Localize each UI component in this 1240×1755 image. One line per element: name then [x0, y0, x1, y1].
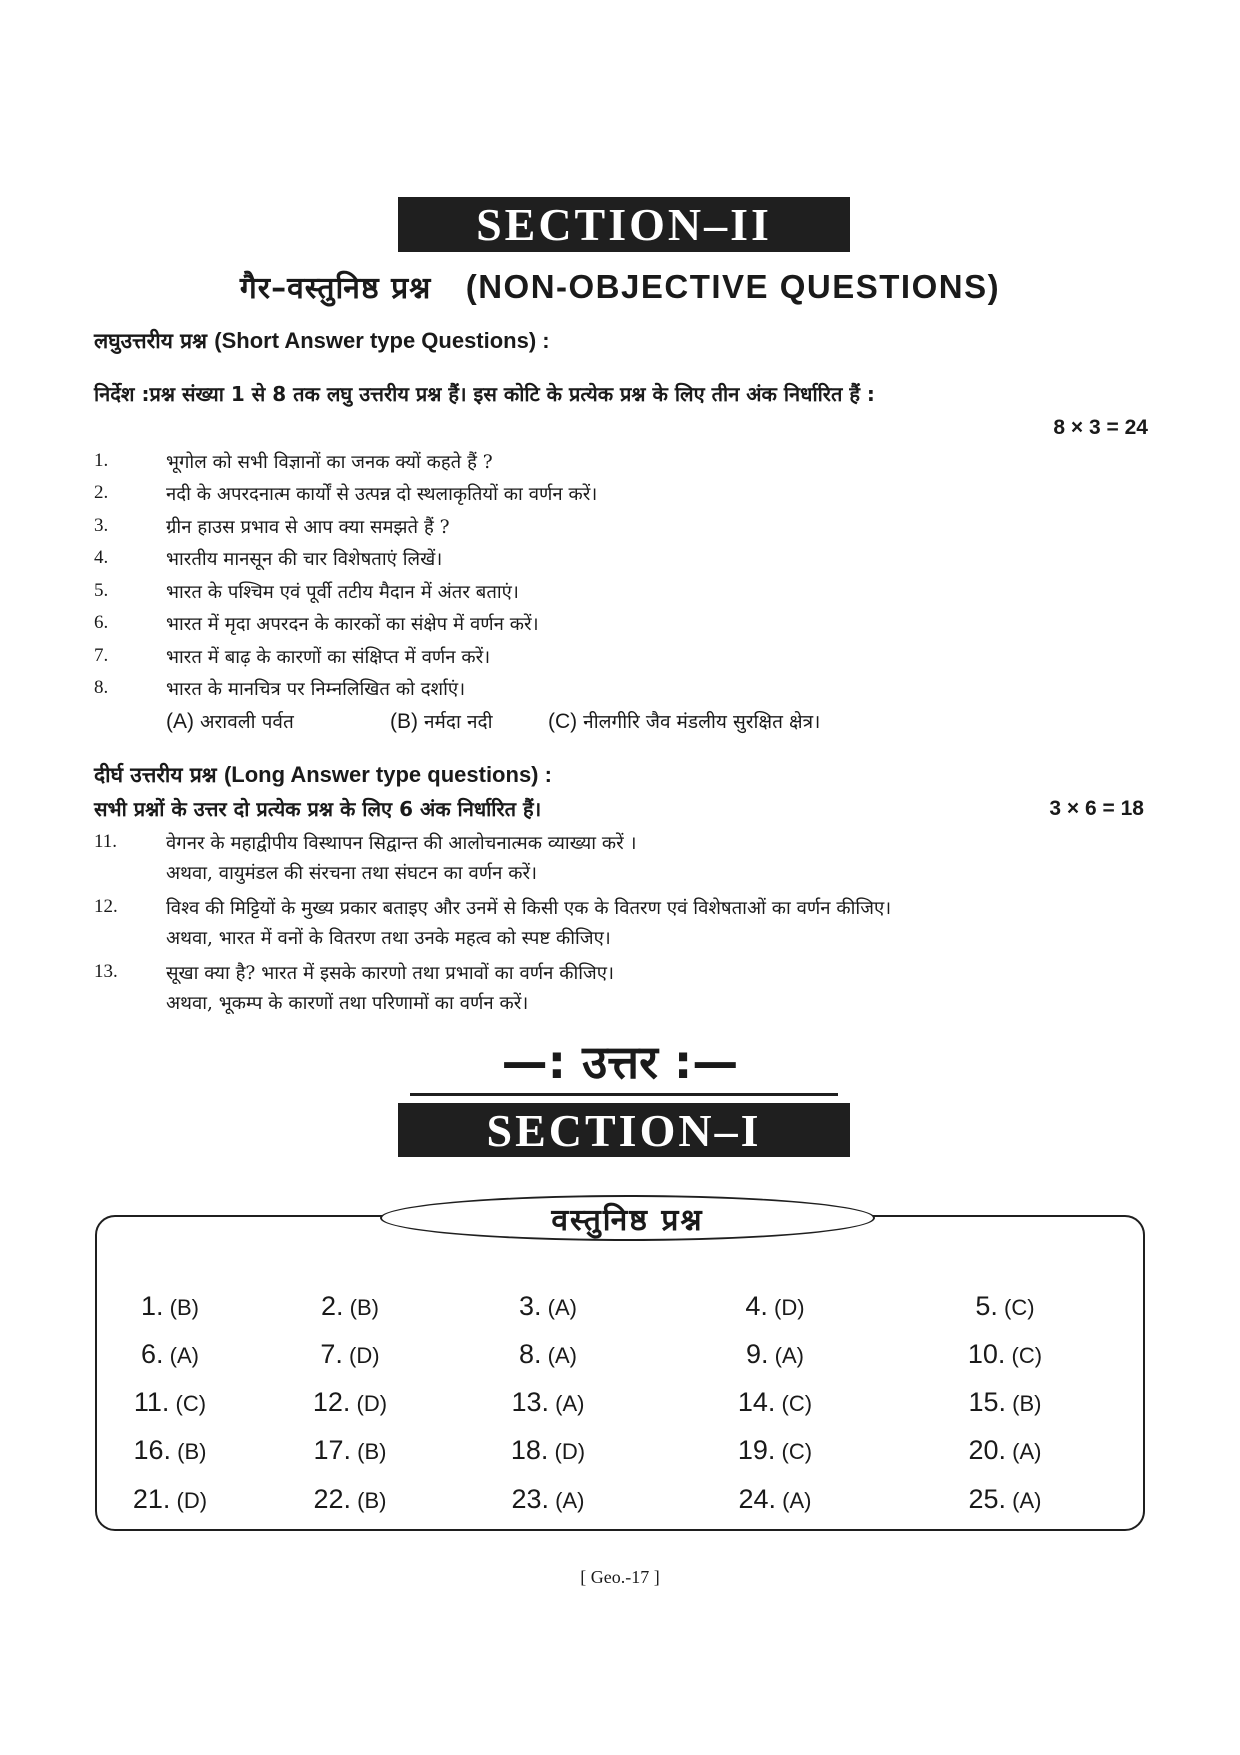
question-item [94, 641, 1154, 671]
page-footer: [ Geo.-17 ] [580, 1567, 660, 1587]
answer-item [738, 1435, 812, 1466]
answer-item [512, 1387, 585, 1418]
answer-value: (C) [775, 1439, 813, 1464]
answer-item [320, 1339, 379, 1370]
long-instruction: सभी प्रश्नों के उत्तर दो प्रत्येक प्रश्न के लिए 6 अंक निर्धारित हैं। [94, 797, 542, 821]
answer-item [519, 1291, 577, 1322]
answer-item [511, 1435, 585, 1466]
option-label: (B) [390, 710, 418, 733]
answer-number: 16. [133, 1435, 172, 1465]
answer-value: (B) [351, 1439, 387, 1464]
answer-item [969, 1435, 1042, 1466]
question-item [94, 673, 1154, 703]
long-answer-heading [94, 761, 552, 789]
answer-number: 18. [510, 1435, 549, 1465]
answer-value: (A) [776, 1488, 812, 1513]
answer-number: 6. [141, 1339, 164, 1369]
answer-number: 7. [320, 1339, 343, 1369]
answer-value: (C) [997, 1295, 1035, 1320]
question-alternative: अथवा, वायुमंडल की संरचना तथा संघटन का वर्णन करें। [166, 863, 538, 884]
question-number: 7. [94, 645, 109, 666]
answer-value: (A) [541, 1343, 577, 1368]
answer-number: 20. [968, 1435, 1007, 1465]
question-text: भारत के मानचित्र पर निम्नलिखित को दर्शाएं। [166, 678, 466, 700]
answer-value: (C) [775, 1391, 813, 1416]
answer-item [313, 1387, 387, 1418]
answer-number: 15. [968, 1387, 1007, 1417]
answer-value: (A) [541, 1295, 577, 1320]
answer-item [969, 1387, 1042, 1418]
answer-number: 21. [132, 1484, 171, 1514]
answer-number: 12. [312, 1387, 351, 1417]
answer-value: (B) [163, 1295, 199, 1320]
answer-number: 3. [519, 1291, 542, 1321]
answer-number: 9. [746, 1339, 769, 1369]
option-text: नीलगीरि जैव मंडलीय सुरक्षित क्षेत्र। [583, 711, 821, 733]
answer-value: (D) [170, 1488, 208, 1513]
answer-value: (C) [169, 1391, 207, 1416]
question-text: भूगोल को सभी विज्ञानों का जनक क्यों कहते हैं ? [166, 451, 493, 473]
answer-item [746, 1339, 804, 1370]
question-item [94, 478, 1154, 508]
answer-value: (B) [351, 1488, 387, 1513]
short-instruction: निर्देश :प्रश्न संख्या 1 से 8 तक लघु उत्तरीय प्रश्न हैं। इस कोटि के प्रत्येक प्रश्न के लिए तीन अंक निर्धारित हैं : [94, 382, 875, 406]
answer-heading: —: उत्तर :— [501, 1035, 739, 1089]
answer-item [519, 1339, 577, 1370]
answer-item [141, 1291, 199, 1322]
answer-item [314, 1484, 387, 1515]
question-text: सूखा क्या है? भारत में इसके कारणो तथा प्रभावों का वर्णन कीजिए। [166, 962, 615, 984]
answer-number: 10. [967, 1339, 1006, 1369]
question-item [94, 827, 1154, 857]
long-marks: 3 × 6 = 18 [1049, 797, 1144, 820]
answer-value: (D) [548, 1439, 586, 1464]
answer-value: (A) [1006, 1439, 1042, 1464]
answer-value: (A) [549, 1391, 585, 1416]
option-label: (C) [548, 710, 578, 733]
answer-value: (D) [767, 1295, 805, 1320]
answer-number: 24. [738, 1484, 777, 1514]
short-marks: 8 × 3 = 24 [1053, 416, 1148, 439]
answer-item [512, 1484, 585, 1515]
question-number: 12. [94, 896, 118, 917]
short-answer-heading [94, 327, 550, 355]
question-item [94, 511, 1154, 541]
answer-value: (D) [350, 1391, 388, 1416]
question-item [94, 446, 1154, 476]
question-text: विश्व की मिट्टियों के मुख्य प्रकार बताइए और उनमें से किसी एक के वितरण एवं विशेषताओं का वर्णन कीजिए। [166, 897, 892, 919]
answer-item [969, 1484, 1042, 1515]
answer-item [739, 1484, 812, 1515]
answer-item [133, 1484, 207, 1515]
answer-item [745, 1291, 804, 1322]
question-number: 2. [94, 482, 109, 503]
question-number: 8. [94, 677, 109, 698]
answer-item [134, 1435, 207, 1466]
question-item [94, 576, 1154, 606]
question-text: ग्रीन हाउस प्रभाव से आप क्या समझते हैं ? [166, 516, 450, 538]
question-number: 4. [94, 547, 109, 568]
short-heading-english: (Short Answer type Questions) : [214, 328, 550, 353]
question-text: भारत में बाढ़ के कारणों का संक्षिप्त में वर्णन करें। [166, 646, 491, 668]
answer-number: 23. [511, 1484, 550, 1514]
question-item [94, 957, 1154, 987]
answer-number: 13. [511, 1387, 550, 1417]
question-number: 5. [94, 580, 109, 601]
answer-item [141, 1339, 199, 1370]
answer-number: 14. [737, 1387, 776, 1417]
question-number: 11. [94, 831, 118, 852]
question-item [94, 892, 1154, 922]
question-text: वेगनर के महाद्वीपीय विस्थापन सिद्वान्त की आलोचनात्मक व्याख्या करें । [166, 832, 637, 854]
question-alternative: अथवा, भूकम्प के कारणों तथा परिणामों का वर्णन करें। [166, 993, 529, 1014]
answer-value: (B) [171, 1439, 207, 1464]
answer-value: (B) [1006, 1391, 1042, 1416]
answer-number: 8. [519, 1339, 542, 1369]
objective-questions-label: वस्तुनिष्ठ प्रश्न [380, 1195, 875, 1241]
long-heading-english: (Long Answer type questions) : [223, 762, 552, 787]
answer-value: (A) [1006, 1488, 1042, 1513]
question-number: 13. [94, 961, 118, 982]
answer-item [314, 1435, 387, 1466]
question-number: 6. [94, 612, 109, 633]
short-heading-hindi: लघुउत्तरीय प्रश्न [94, 329, 207, 353]
map-option-b [390, 708, 493, 734]
question-item [94, 543, 1154, 573]
answer-value: (C) [1005, 1343, 1043, 1368]
answer-value: (D) [342, 1343, 380, 1368]
answer-number: 1. [141, 1291, 164, 1321]
question-number: 3. [94, 515, 109, 536]
answer-item [975, 1291, 1034, 1322]
option-text: नर्मदा नदी [424, 711, 493, 733]
long-heading-hindi: दीर्घ उत्तरीय प्रश्न [94, 763, 217, 787]
non-objective-subtitle [0, 266, 1240, 307]
option-label: (A) [166, 710, 194, 733]
question-text: नदी के अपरदनात्म कार्यों से उत्पन्न दो स्थलाकृतियों का वर्णन करें। [166, 483, 598, 505]
option-text: अरावली पर्वत [200, 711, 294, 733]
answer-number: 25. [968, 1484, 1007, 1514]
map-option-a [166, 708, 294, 734]
answer-number: 4. [745, 1291, 768, 1321]
question-alternative: अथवा, भारत में वनों के वितरण तथा उनके महत्व को स्पष्ट कीजिए। [166, 928, 611, 949]
answer-number: 19. [737, 1435, 776, 1465]
map-option-c [548, 708, 820, 734]
answer-item [134, 1387, 206, 1418]
answer-item [321, 1291, 379, 1322]
answer-heading-rule [410, 1093, 838, 1096]
answer-value: (A) [549, 1488, 585, 1513]
section-2-banner: SECTION–II [398, 197, 850, 252]
answer-number: 22. [313, 1484, 352, 1514]
answer-number: 17. [313, 1435, 352, 1465]
answer-value: (A) [163, 1343, 199, 1368]
question-number: 1. [94, 450, 109, 471]
question-item [94, 608, 1154, 638]
question-text: भारतीय मानसून की चार विशेषताएं लिखें। [166, 548, 443, 570]
question-text: भारत में मृदा अपरदन के कारकों का संक्षेप में वर्णन करें। [166, 613, 539, 635]
question-text: भारत के पश्चिम एवं पूर्वी तटीय मैदान में अंतर बताएं। [166, 581, 519, 603]
answer-number: 2. [321, 1291, 344, 1321]
subtitle-hindi: गैर–वस्तुनिष्ठ प्रश्न [239, 271, 432, 306]
answer-number: 5. [975, 1291, 998, 1321]
answer-number: 11. [133, 1387, 170, 1417]
answer-value: (A) [768, 1343, 804, 1368]
answer-value: (B) [343, 1295, 379, 1320]
subtitle-english: (NON-OBJECTIVE QUESTIONS) [465, 268, 1001, 305]
answer-item [738, 1387, 812, 1418]
answer-item [968, 1339, 1042, 1370]
section-1-banner: SECTION–I [398, 1103, 850, 1157]
